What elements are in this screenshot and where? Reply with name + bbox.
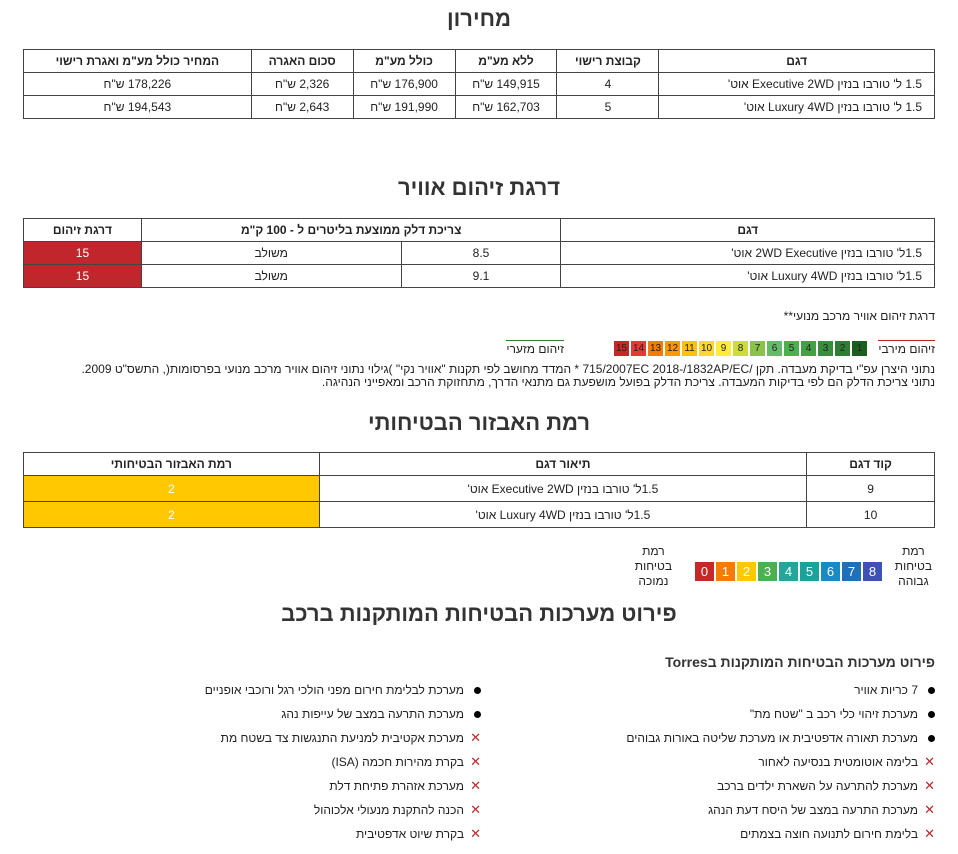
safety-scale-step: 2 — [737, 562, 756, 581]
pollution-scale-step: 6 — [767, 341, 782, 356]
pollution-scale-step: 2 — [835, 341, 850, 356]
safety-scale-step: 4 — [779, 562, 798, 581]
safety-cell: 1.5ל' טורבו בנזין Luxury 4WD אוט' — [319, 502, 806, 528]
safety-cell: 10 — [807, 502, 935, 528]
pricing-cell: 178,226 ש"ח — [24, 73, 252, 96]
safety-scale-high-label — [895, 544, 932, 589]
safety-high-label-line: רמת — [902, 544, 925, 558]
pricing-cell: 162,703 ש"ח — [455, 96, 557, 119]
pollution-header-consumption: צריכת דלק ממוצעת בליטרים ל - 100 ק"מ — [141, 219, 561, 242]
pricing-cell: 2,643 ש"ח — [251, 96, 353, 119]
check-dot-icon — [928, 687, 935, 694]
pollution-level-badge: 15 — [24, 242, 142, 265]
list-item-label: הכנה להתקנת מנעולי אלכוהול — [313, 803, 464, 817]
cross-icon: ✕ — [470, 802, 481, 817]
pollution-cell: 1.5ל' טורבו בנזין Luxury 4WD אוט' — [561, 265, 935, 288]
safety-header-code: קוד דגם — [807, 453, 935, 476]
check-dot-icon — [928, 711, 935, 718]
pricing-header-no-vat: ללא מע"מ — [455, 50, 557, 73]
pollution-note-2: נתוני צריכת הדלק הם לפי בדיקות המעבדה. צריכת הדלק בפועל מושפעת גם מתנאי הדרך, מתחזוקת הרכב ומאפייני הנהיגה. — [321, 375, 935, 389]
list-item — [205, 678, 481, 702]
safety-header-desc: תיאור דגם — [319, 453, 806, 476]
pricing-header-vat: כולל מע"מ — [353, 50, 455, 73]
table-row — [24, 242, 935, 265]
table-row — [24, 96, 935, 119]
pollution-scale-max-label: זיהום מזערי — [506, 342, 564, 356]
safety-cell: 1.5ל' טורבו בנזין Executive 2WD אוט' — [319, 476, 806, 502]
pricing-header-group: קבוצת רישוי — [557, 50, 659, 73]
list-item-label: מערכת לבלימת חירום מפני הולכי רגל ורוכבי אופניים — [204, 683, 464, 697]
pollution-header-row — [24, 219, 935, 242]
safety-cell: 9 — [807, 476, 935, 502]
safety-scale-low-label — [635, 544, 672, 589]
systems-list-right — [626, 678, 935, 846]
list-item — [626, 822, 935, 846]
pricing-header-row — [24, 50, 935, 73]
safety-low-label-line: נמוכה — [638, 574, 669, 588]
list-item-label: מערכת תאורה אדפטיבית או מערכת שליטה באורות גבוהים — [626, 731, 918, 745]
safety-high-label-line: בטיחות — [894, 559, 932, 573]
safety-scale-step: 7 — [842, 562, 861, 581]
pricing-cell: 1.5 ל' טורבו בנזין Executive 2WD אוט' — [659, 73, 935, 96]
list-item — [626, 798, 935, 822]
pollution-scale-step: 7 — [750, 341, 765, 356]
cross-icon: ✕ — [470, 730, 481, 745]
pollution-scale-step: 1 — [852, 341, 867, 356]
list-item — [626, 750, 935, 774]
list-item-label: מערכת התרעה במצב של עייפות נהג — [281, 707, 464, 721]
pollution-cell: 9.1 — [401, 265, 561, 288]
check-dot-icon — [474, 711, 481, 718]
pollution-scale-step: 9 — [716, 341, 731, 356]
pricing-cell: 191,990 ש"ח — [353, 96, 455, 119]
pollution-scale-step: 10 — [700, 343, 713, 354]
list-item-label: מערכת זיהוי כלי רכב ב "שטח מת" — [749, 707, 918, 721]
pollution-scale-step: 3 — [818, 341, 833, 356]
table-row — [24, 502, 935, 528]
safety-scale — [695, 562, 882, 581]
pricing-cell: 5 — [557, 96, 659, 119]
safety-low-label-line: בטיחות — [634, 559, 672, 573]
list-item — [626, 726, 935, 750]
list-item — [205, 726, 481, 750]
safety-scale-step: 5 — [800, 562, 819, 581]
list-item-label: בלימה אוטומטית בנסיעה לאחור — [758, 755, 918, 769]
list-item-label: מערכת להתרעה על השארת ילדים ברכב — [717, 779, 918, 793]
cross-icon: ✕ — [924, 802, 935, 817]
pollution-scale-step: 15 — [615, 343, 628, 354]
pricing-header-model: דגם — [659, 50, 935, 73]
safety-level-badge: 2 — [24, 502, 320, 528]
safety-header-row — [24, 453, 935, 476]
pollution-cell: 1.5ל' טורבו בנזין 2WD Executive אוט' — [561, 242, 935, 265]
list-item — [205, 774, 481, 798]
pollution-scale-min-label: זיהום מירבי — [878, 342, 935, 356]
pollution-scale-step: 4 — [801, 341, 816, 356]
list-item-label: בלימת חירום לתנועה חוצה בצמתים — [740, 827, 918, 841]
pollution-header-model: דגם — [561, 219, 935, 242]
pollution-cell: משולב — [141, 265, 401, 288]
pricing-cell: 149,915 ש"ח — [455, 73, 557, 96]
list-item — [205, 822, 481, 846]
safety-table — [23, 452, 935, 528]
pricing-cell: 176,900 ש"ח — [353, 73, 455, 96]
safety-header-level: רמת האבזור הבטיחותי — [24, 453, 320, 476]
safety-scale-step: 0 — [695, 562, 714, 581]
list-item-label: מערכת התרעה במצב של היסח דעת הנהג — [708, 803, 918, 817]
cross-icon: ✕ — [924, 754, 935, 769]
pollution-scale-step: 12 — [666, 343, 679, 354]
list-item — [205, 750, 481, 774]
list-item — [205, 798, 481, 822]
pricing-cell: 1.5 ל' טורבו בנזין Luxury 4WD אוט' — [659, 96, 935, 119]
systems-title: פירוט מערכות הבטיחות המותקנות ברכב — [281, 601, 677, 626]
systems-subtitle: פירוט מערכות הבטיחות המותקנות בTorres — [665, 654, 935, 670]
table-row — [24, 476, 935, 502]
safety-scale-step: 3 — [758, 562, 777, 581]
safety-scale-step: 8 — [863, 562, 882, 581]
list-item-label: מערכת אקטיבית למניעת התנגשות צד בשטח מת — [220, 731, 464, 745]
check-dot-icon — [928, 735, 935, 742]
pricing-cell: 194,543 ש"ח — [24, 96, 252, 119]
list-item-label: מערכת אזהרת פתיחת דלת — [329, 779, 464, 793]
pollution-scale-caption: דרגת זיהום אוויר מרכב מנועי** — [783, 309, 935, 323]
safety-level-badge: 2 — [24, 476, 320, 502]
pricing-cell: 4 — [557, 73, 659, 96]
safety-title: רמת האבזור הבטיחותי — [367, 410, 591, 435]
list-item — [626, 702, 935, 726]
check-dot-icon — [474, 687, 481, 694]
list-item — [205, 702, 481, 726]
table-row — [24, 73, 935, 96]
pollution-scale-step: 14 — [632, 343, 645, 354]
cross-icon: ✕ — [470, 754, 481, 769]
pollution-level-badge: 15 — [24, 265, 142, 288]
list-item-label: 7 כריות אוויר — [854, 683, 918, 697]
cross-icon: ✕ — [470, 826, 481, 841]
pollution-table — [23, 218, 935, 288]
list-item-label: בקרת שיוט אדפטיבית — [355, 827, 464, 841]
table-row — [24, 265, 935, 288]
pollution-scale — [614, 341, 867, 356]
pollution-cell: 8.5 — [401, 242, 561, 265]
pollution-scale-step: 13 — [649, 343, 662, 354]
list-item-label: בקרת מהירות חכמה (ISA) — [331, 755, 464, 769]
pollution-note-1: נתוני היצרן עפ"י בדיקת מעבדה. תקן /715/2007EC 2018-/1832AP/EC * המדד מחושב לפי תקנות "אוויר נקי" )גילוי נתוני זיהום אוויר מרכב מנועי בפרסומות(, התשס"ט 2009. — [81, 362, 935, 376]
cross-icon: ✕ — [924, 826, 935, 841]
pollution-scale-step: 5 — [784, 341, 799, 356]
safety-scale-step: 6 — [821, 562, 840, 581]
pollution-header-level: דרגת זיהום — [24, 219, 142, 242]
pollution-cell: משולב — [141, 242, 401, 265]
pollution-title: דרגת זיהום אוויר — [397, 175, 561, 200]
pricing-title: מחירון — [447, 6, 511, 31]
pricing-table — [23, 49, 935, 119]
list-item — [626, 678, 935, 702]
safety-scale-step: 1 — [716, 562, 735, 581]
pollution-scale-step: 11 — [682, 341, 697, 356]
safety-high-label-line: גבוהה — [898, 574, 929, 588]
cross-icon: ✕ — [470, 778, 481, 793]
safety-low-label-line: רמת — [642, 544, 665, 558]
pricing-cell: 2,326 ש"ח — [251, 73, 353, 96]
systems-list-left — [205, 678, 481, 846]
cross-icon: ✕ — [924, 778, 935, 793]
pricing-header-total: המחיר כולל מע"מ ואגרת רישוי — [24, 50, 252, 73]
list-item — [626, 774, 935, 798]
pollution-scale-step: 8 — [733, 341, 748, 356]
pricing-header-fee: סכום האגרה — [251, 50, 353, 73]
